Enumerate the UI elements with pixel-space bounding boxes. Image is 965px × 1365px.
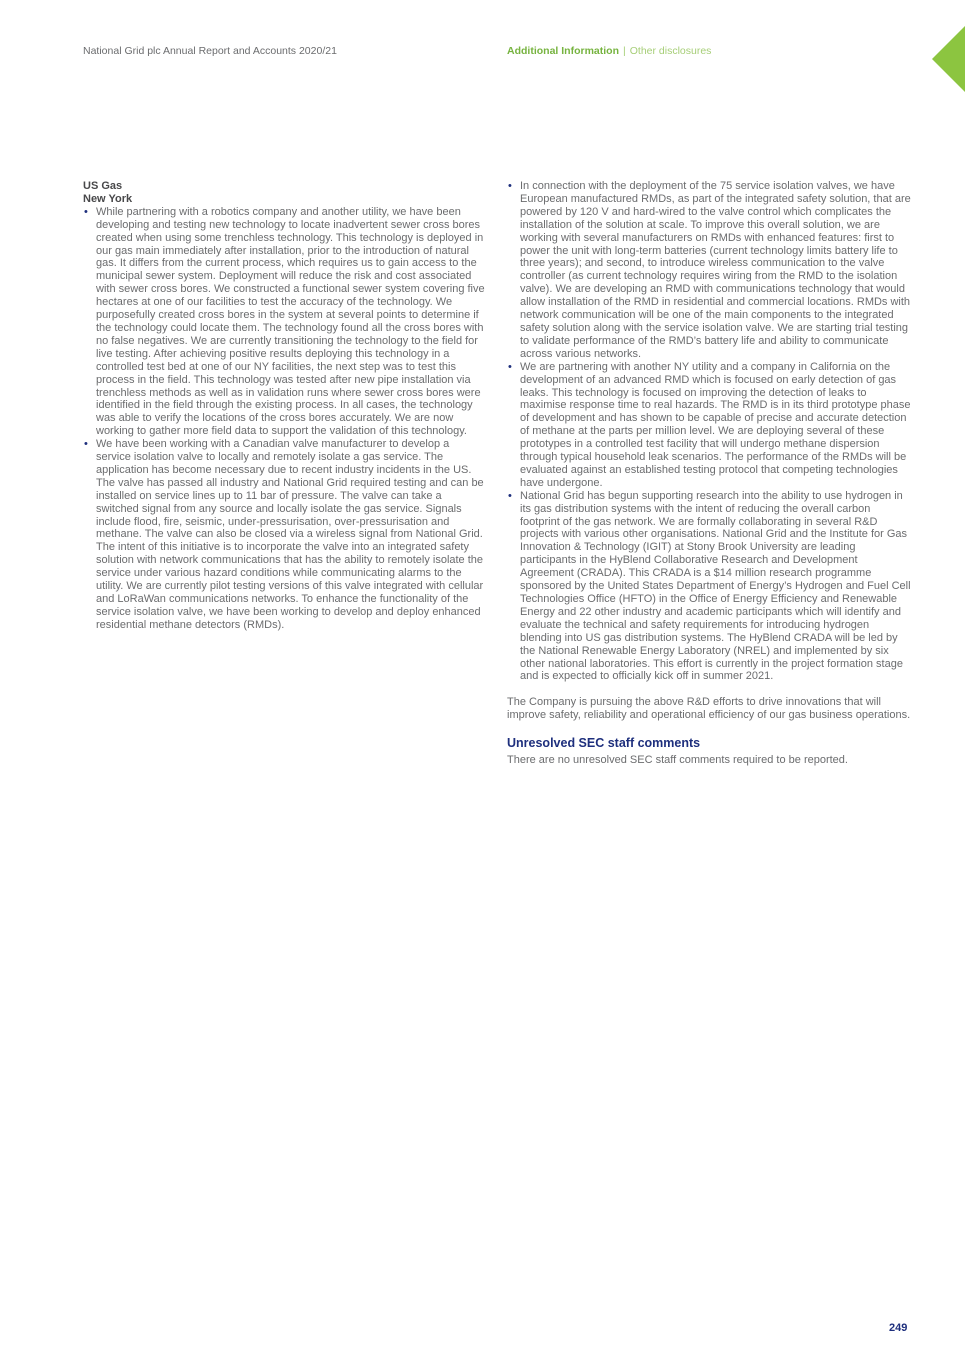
sec-comments-heading: Unresolved SEC staff comments xyxy=(507,736,701,751)
us-gas-heading: US Gas xyxy=(83,180,123,192)
bullet-item: • National Grid has begun supporting research into the ability to use hydrogen in its gas distribution systems with the intent of reducing the overall carbon footprint of the gas network. We are formally collaborating in several R&D projects with various other organisations. National Grid and the Institute for Gas Innovation & Technology (IGIT) at Stony Brook University are leading participants in the HyBlend Collaborative Research and Development Agreement (CRADA). This CRADA is a $14 million research programme sponsored by the United States Department of Energy’s Hydrogen and Fuel Cell Technologies Office (HFTO) in the Office of Energy Efficiency and Renewable Energy and 22 other industry and academic participants which will identify and evaluate the technical and safety requirements for introducing hydrogen blending into US gas distribution systems. The HyBlend CRADA will be led by the National Renewable Energy Laboratory (NREL) and implemented by six other national laboratories. This effort is currently in the project formation stage and is expected to officially kick off in summer 2021. xyxy=(507,490,911,684)
breadcrumb-separator: | xyxy=(623,45,626,57)
right-column xyxy=(507,180,911,767)
right-bullet-list xyxy=(507,180,911,683)
left-bullet-list xyxy=(83,206,487,632)
report-title: National Grid plc Annual Report and Accounts 2020/21 xyxy=(83,45,337,57)
subsection-label: Other disclosures xyxy=(629,45,712,57)
section-label: Additional Information xyxy=(507,45,619,57)
left-column xyxy=(83,180,487,767)
breadcrumb xyxy=(507,45,711,58)
new-york-heading: New York xyxy=(83,192,133,205)
sec-comments-paragraph: There are no unresolved SEC staff comments required to be reported. xyxy=(507,754,848,767)
green-diamond-icon xyxy=(932,18,965,100)
page-header xyxy=(0,45,965,61)
page-number: 249 xyxy=(889,1322,908,1334)
bullet-item: • We have been working with a Canadian valve manufacturer to develop a service isolation valve to locally and remotely isolate a gas service. The application has become necessary due to recent industry incidents in the US. The valve has passed all industry and National Grid required testing and can be installed on service lines up to 11 bar of pressure. The valve can take a switched signal from any source and locally isolate the gas service. Signals include flood, fire, seismic, under-pressurisation, over-pressurisation and methane. The valve can also be closed via a wireless signal from National Grid. The intent of this initiative is to incorporate the valve into an integrated safety solution with network communications that has the ability to remotely isolate the service under various hazard conditions while communicating alarms to the utility. We are currently pilot testing versions of this valve integrated with cellular and LoRaWan communications networks. To enhance the functionality of the service isolation valve, we have been working to develop and deploy enhanced residential methane detectors (RMDs). xyxy=(83,438,487,632)
content-columns xyxy=(83,180,911,767)
bullet-item: • In connection with the deployment of the 75 service isolation valves, we have European manufactured RMDs, as part of the integrated safety solution, that are powered by 120 V and hard-wired to the valve control which complicates the installation of the solution at scale. To improve this overall solution, we are working with several manufacturers on RMDs with enhanced features: first to power the unit with long-term batteries (current technology limits battery life to three years); and second, to introduce wireless communication to the valve controller (as current technology requires wiring from the RMD to the isolation valve). We are developing an RMD with communications technology that would allow installation of the RMD in residential and commercial locations. RMDs with network communication will be one of the main components to the integrated safety solution along with the service isolation valve. We are starting trial testing to validate performance of the RMD’s battery life and ability to communicate across various networks. xyxy=(507,180,911,361)
bullet-item: • We are partnering with another NY utility and a company in California on the development of an advanced RMD which is focused on early detection of gas leaks. This technology is focused on improving the detection of leaks to maximise response time to real hazards. The RMD is in its third prototype phase of development and has shown to be capable of precise and accurate detection of methane at the parts per million level. We are deploying several of these prototypes in a controlled test facility that will undergo methane dispersion through typical household leak scenarios. The performance of the RMDs will be evaluated against an established testing protocol that competing technologies have undergone. xyxy=(507,361,911,490)
bullet-item: • While partnering with a robotics company and another utility, we have been developing and testing new technology to locate inadvertent sewer cross bores created when using some trenchless technology. This technology is deployed in our gas main immediately after installation, prior to the introduction of natural gas. It differs from the current process, which requires us to gain access to the municipal sewer system. Deployment will reduce the risk and cost associated with sewer cross bores. We constructed a functional sewer system covering five hectares at one of our facilities to test the accuracy of the technology. We purposefully created cross bores in the system at several points to determine if the technology could locate them. The technology found all the cross bores with no false negatives. We are currently transitioning the technology to the field for live testing. After achieving positive results deploying this technology in a controlled test bed at one of our NY facilities, the next step was to test this process in the field. This technology was tested after new pipe installation via trenchless methods as well as in validation runs where sewer cross bores were identified in the field through the existing process. In all cases, the technology was able to verify the locations of the cross bores accurately. We are now working to gather more field data to support the validation of this technology. xyxy=(83,206,487,438)
closing-paragraph: The Company is pursuing the above R&D efforts to drive innovations that will improve safety, reliability and operational efficiency of our gas business operations. xyxy=(507,696,911,722)
